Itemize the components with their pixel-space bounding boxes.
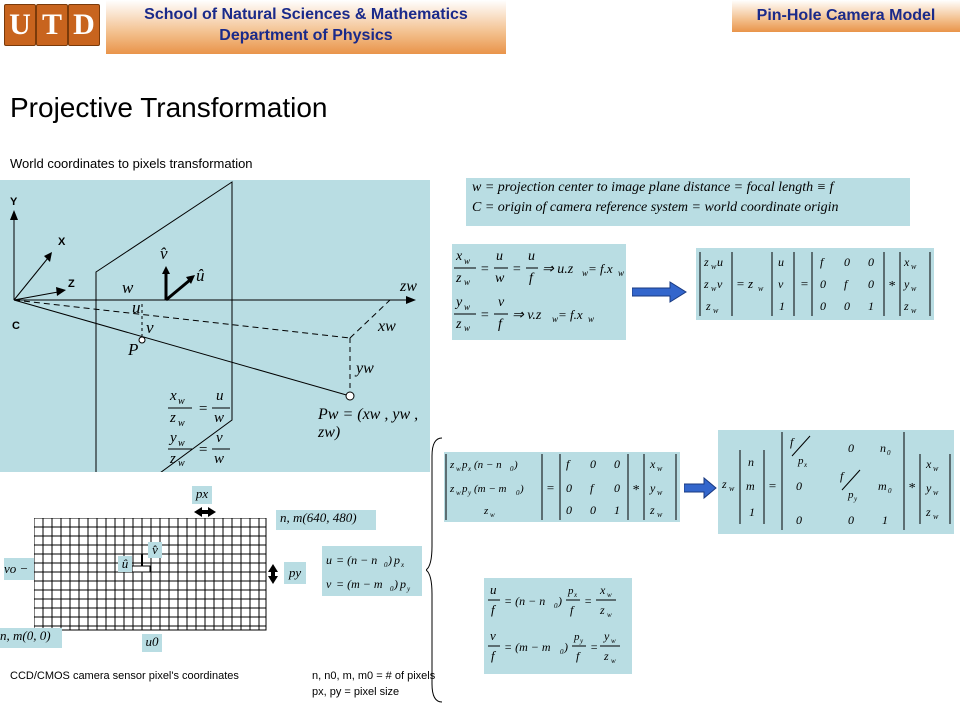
svg-text:p: p xyxy=(400,577,406,591)
py-label: py xyxy=(284,562,306,584)
svg-text:w: w xyxy=(713,306,719,315)
svg-text:z: z xyxy=(600,603,605,617)
svg-text:f: f xyxy=(529,271,533,286)
matrix-equation-3 xyxy=(718,430,954,534)
logo-letter-t: T xyxy=(36,4,68,46)
svg-text:0: 0 xyxy=(888,487,892,495)
w-label: w xyxy=(122,278,134,297)
logo-letter-u: U xyxy=(4,4,36,46)
u0-label: u0 xyxy=(142,634,162,652)
pixel-ratio-equations-box xyxy=(484,578,632,674)
pw-label: Pw = (xw , yw , zw) xyxy=(318,406,419,441)
svg-text:w: w xyxy=(464,302,471,312)
svg-text:x: x xyxy=(926,457,932,471)
svg-text:p: p xyxy=(462,483,468,495)
svg-text:0: 0 xyxy=(844,255,850,269)
svg-text:f: f xyxy=(566,457,570,471)
svg-text:y: y xyxy=(650,481,656,495)
ray-to-point xyxy=(14,300,350,396)
svg-text:1: 1 xyxy=(868,299,874,313)
origin-label: C xyxy=(12,320,20,332)
svg-text:*: * xyxy=(888,279,895,294)
svg-text:0: 0 xyxy=(510,465,514,473)
svg-text:w: w xyxy=(758,284,764,293)
svg-text:f: f xyxy=(790,435,794,449)
svg-text:y: y xyxy=(170,430,177,446)
svg-text:z: z xyxy=(926,505,931,519)
svg-text:f: f xyxy=(491,602,495,617)
matrix-equation-box-1 xyxy=(696,248,934,320)
svg-text:x: x xyxy=(650,457,656,471)
u-hat-vector xyxy=(166,280,190,300)
svg-text:p: p xyxy=(568,585,574,597)
svg-text:=: = xyxy=(198,401,209,417)
svg-text:0: 0 xyxy=(590,503,596,517)
notes-pixel-size: px, py = pixel size xyxy=(312,686,400,698)
svg-text:x: x xyxy=(170,388,177,404)
svg-text:0: 0 xyxy=(848,441,854,455)
svg-text:): ) xyxy=(388,553,392,567)
svg-text:z: z xyxy=(170,451,176,466)
pixel-ratio-equations xyxy=(484,578,632,674)
z-axis xyxy=(14,292,58,300)
zw-label: zw xyxy=(400,278,417,295)
svg-text:0: 0 xyxy=(887,449,891,457)
svg-text:w: w xyxy=(490,511,495,519)
svg-text:(m − m: (m − m xyxy=(474,483,507,495)
svg-text:w: w xyxy=(464,256,471,266)
svg-text:0: 0 xyxy=(844,299,850,313)
svg-text:w: w xyxy=(729,484,735,493)
svg-text:z: z xyxy=(484,505,489,517)
svg-text:y: y xyxy=(580,637,584,645)
svg-text:0: 0 xyxy=(868,255,874,269)
svg-text:y: y xyxy=(854,495,858,503)
svg-text:w: w xyxy=(657,510,663,519)
svg-text:0: 0 xyxy=(796,513,802,527)
svg-text:w: w xyxy=(464,323,471,333)
svg-text:w: w xyxy=(456,489,461,497)
svg-text:w: w xyxy=(456,465,461,473)
svg-text:w: w xyxy=(178,458,185,466)
svg-text:0: 0 xyxy=(590,457,596,471)
svg-text:x: x xyxy=(804,461,808,469)
svg-text:0: 0 xyxy=(820,299,826,313)
notes-pixels: n, n0, m, m0 = # of pixels xyxy=(312,670,436,682)
svg-text:f: f xyxy=(570,603,574,617)
corner-max-label: n, m(640, 480) xyxy=(276,510,376,530)
definitions-box xyxy=(466,178,910,226)
svg-text:f: f xyxy=(840,469,844,483)
svg-text:u: u xyxy=(326,553,332,567)
svg-text:(n − n: (n − n xyxy=(474,459,502,471)
u-label: u xyxy=(132,298,141,317)
svg-text:= f.x: = f.x xyxy=(558,307,583,322)
svg-text:0: 0 xyxy=(384,561,388,569)
svg-text:= (n − n: = (n − n xyxy=(504,594,546,608)
svg-text:0: 0 xyxy=(868,277,874,291)
svg-text:=: = xyxy=(584,594,593,608)
svg-text:w: w xyxy=(464,277,471,287)
svg-text:y: y xyxy=(904,277,910,291)
svg-text:w: w xyxy=(607,611,612,619)
axis-x-label: X xyxy=(58,236,66,248)
svg-text:y: y xyxy=(407,585,411,593)
svg-text:=: = xyxy=(590,640,599,654)
svg-text:w: w xyxy=(214,451,225,466)
p-label: P xyxy=(128,340,139,359)
svg-text:): ) xyxy=(558,594,562,608)
matrix-equation-box-3 xyxy=(718,430,954,534)
page-subtitle: World coordinates to pixels transformation xyxy=(10,156,253,171)
page-title: Projective Transformation xyxy=(10,92,328,123)
svg-text:w: w xyxy=(657,488,663,497)
svg-text:z: z xyxy=(450,483,455,495)
perspective-equations xyxy=(452,244,626,340)
v-hat-label: v̂ xyxy=(160,244,168,263)
curly-brace xyxy=(426,436,446,704)
svg-text:= f.x: = f.x xyxy=(588,261,613,276)
svg-text:x: x xyxy=(600,583,606,597)
svg-text:= (n − n: = (n − n xyxy=(336,553,378,567)
svg-text:z: z xyxy=(904,299,909,313)
matrix-equation-2 xyxy=(444,452,680,522)
sensor-caption: CCD/CMOS camera sensor pixel's coordinates xyxy=(10,670,239,682)
svg-text:z: z xyxy=(650,503,655,517)
svg-text:f: f xyxy=(498,317,502,332)
svg-text:z: z xyxy=(704,277,709,291)
svg-text:z: z xyxy=(456,317,462,332)
world-point xyxy=(346,392,354,400)
svg-text:z: z xyxy=(170,410,176,426)
svg-text:w: w xyxy=(711,262,717,271)
pixel-offset-equations xyxy=(322,546,422,596)
axis-z-label: Z xyxy=(68,278,75,290)
svg-text:v: v xyxy=(717,277,723,291)
svg-text:0: 0 xyxy=(848,513,854,527)
utd-logo xyxy=(0,0,104,48)
perspective-equations-box xyxy=(452,244,626,340)
vo-label: vo − xyxy=(4,558,34,580)
svg-text:w: w xyxy=(611,637,616,645)
x-projection-line xyxy=(14,300,350,338)
svg-text:0: 0 xyxy=(796,479,802,493)
corner-origin-label: n, m(0, 0) xyxy=(0,628,62,648)
svg-text:z: z xyxy=(704,255,709,269)
svg-text:y: y xyxy=(604,629,610,643)
svg-text:w: w xyxy=(607,591,612,599)
svg-text:0: 0 xyxy=(566,503,572,517)
svg-text:y: y xyxy=(456,295,463,310)
svg-text:w: w xyxy=(911,262,917,271)
svg-text:0: 0 xyxy=(554,602,558,610)
svg-text:1: 1 xyxy=(614,503,620,517)
svg-text:f: f xyxy=(576,649,580,663)
svg-text:u: u xyxy=(216,388,224,404)
svg-text:w: w xyxy=(618,268,625,278)
svg-text:u: u xyxy=(490,582,497,597)
svg-text:w: w xyxy=(933,464,939,473)
svg-text:=: = xyxy=(546,480,555,495)
svg-text:): ) xyxy=(520,483,524,495)
svg-text:v: v xyxy=(490,628,496,643)
svg-text:w: w xyxy=(582,268,589,278)
triangle-ratio-equations xyxy=(164,386,254,466)
svg-text:f: f xyxy=(820,255,824,269)
matrix-equation-1 xyxy=(696,248,934,320)
svg-text:= (m − m: = (m − m xyxy=(504,640,551,654)
svg-text:p: p xyxy=(394,553,400,567)
svg-text:w: w xyxy=(178,396,185,407)
svg-text:v: v xyxy=(778,277,784,291)
projection-diagram xyxy=(0,180,430,472)
xw-label: xw xyxy=(378,318,396,335)
svg-text:u: u xyxy=(717,255,723,269)
svg-text:0: 0 xyxy=(516,489,520,497)
svg-text:0: 0 xyxy=(614,481,620,495)
svg-text:w: w xyxy=(933,512,939,521)
svg-text:*: * xyxy=(908,481,915,496)
matrix-equation-box-2 xyxy=(444,452,680,522)
svg-text:w: w xyxy=(657,464,663,473)
svg-text:w: w xyxy=(178,418,185,429)
svg-text:m: m xyxy=(878,479,887,493)
svg-text:=: = xyxy=(768,478,777,493)
svg-text:1: 1 xyxy=(779,299,785,313)
svg-text:=: = xyxy=(800,276,809,291)
x-axis xyxy=(14,258,48,300)
svg-text:u: u xyxy=(528,249,535,264)
u-hat-label: û xyxy=(196,266,205,285)
svg-text:v: v xyxy=(326,577,332,591)
svg-text:): ) xyxy=(564,640,568,654)
svg-text:u: u xyxy=(778,255,784,269)
svg-text:*: * xyxy=(632,483,639,498)
svg-text:v: v xyxy=(216,430,223,446)
svg-text:w: w xyxy=(214,410,225,426)
sensor-v-hat: v̂ xyxy=(148,542,162,558)
svg-text:w: w xyxy=(588,314,595,324)
definition-origin: C = origin of camera reference system = world coordinate origin xyxy=(472,200,839,215)
svg-text:1: 1 xyxy=(882,513,888,527)
school-banner xyxy=(106,0,506,54)
svg-text:x: x xyxy=(468,465,472,473)
svg-text:p: p xyxy=(798,455,804,467)
svg-text:0: 0 xyxy=(820,277,826,291)
svg-text:1: 1 xyxy=(749,505,755,519)
svg-text:w: w xyxy=(552,314,559,324)
svg-text:0: 0 xyxy=(390,585,394,593)
svg-text:= (m − m: = (m − m xyxy=(336,577,383,591)
svg-text:=: = xyxy=(480,308,490,323)
svg-text:=: = xyxy=(198,442,209,458)
svg-text:p: p xyxy=(574,631,580,643)
svg-text:w: w xyxy=(933,488,939,497)
svg-text:⇒ u.z: ⇒ u.z xyxy=(542,262,574,277)
image-point xyxy=(139,337,145,343)
logo-letter-d: D xyxy=(68,4,100,46)
svg-text:n: n xyxy=(748,455,754,469)
svg-text:w: w xyxy=(911,306,917,315)
svg-text:0: 0 xyxy=(560,648,564,656)
pixel-offset-equations-box xyxy=(322,546,422,596)
arrow-icon-1 xyxy=(632,280,688,304)
svg-text:y: y xyxy=(926,481,932,495)
topic-banner: Pin-Hole Camera Model xyxy=(732,0,960,32)
svg-text:p: p xyxy=(462,459,468,471)
sensor-grid xyxy=(34,518,268,632)
svg-text:v: v xyxy=(498,295,505,310)
py-arrow-icon xyxy=(268,564,278,584)
svg-text:0: 0 xyxy=(614,457,620,471)
svg-text:w: w xyxy=(711,284,717,293)
school-name: School of Natural Sciences & Mathematics xyxy=(144,6,468,23)
svg-text:=: = xyxy=(512,262,522,277)
px-label: px xyxy=(192,486,212,504)
svg-text:y: y xyxy=(468,489,472,497)
svg-text:): ) xyxy=(394,577,398,591)
svg-text:w: w xyxy=(495,271,505,286)
v-label: v xyxy=(146,318,154,337)
svg-text:= z: = z xyxy=(736,276,754,291)
svg-text:z: z xyxy=(456,271,462,286)
px-arrow-icon xyxy=(194,506,216,518)
svg-text:0: 0 xyxy=(566,481,572,495)
svg-text:w: w xyxy=(911,284,917,293)
svg-text:z: z xyxy=(706,299,711,313)
svg-text:z: z xyxy=(604,649,609,663)
svg-text:x: x xyxy=(401,561,405,569)
svg-text:x: x xyxy=(456,249,463,264)
svg-text:p: p xyxy=(848,489,854,501)
arrow-icon-2 xyxy=(684,476,718,500)
sensor-u-hat: û xyxy=(118,556,132,572)
svg-text:m: m xyxy=(746,479,755,493)
axis-y-label: Y xyxy=(10,196,18,208)
definition-focal-length: w = projection center to image plane distance = focal length ≡ f xyxy=(472,180,834,195)
svg-text:z: z xyxy=(450,459,455,471)
svg-text:): ) xyxy=(514,459,518,471)
svg-text:w: w xyxy=(611,657,616,665)
svg-text:u: u xyxy=(496,249,503,264)
yw-label: yw xyxy=(356,360,374,377)
svg-text:n: n xyxy=(880,441,886,455)
svg-text:=: = xyxy=(480,262,490,277)
svg-text:x: x xyxy=(574,591,578,599)
svg-text:f: f xyxy=(491,648,495,663)
svg-text:x: x xyxy=(904,255,910,269)
svg-text:f: f xyxy=(844,277,848,291)
svg-text:w: w xyxy=(178,438,185,449)
svg-text:⇒ v.z: ⇒ v.z xyxy=(512,308,542,323)
svg-text:z: z xyxy=(722,477,727,491)
svg-text:f: f xyxy=(590,481,594,495)
department-name: Department of Physics xyxy=(219,27,393,44)
